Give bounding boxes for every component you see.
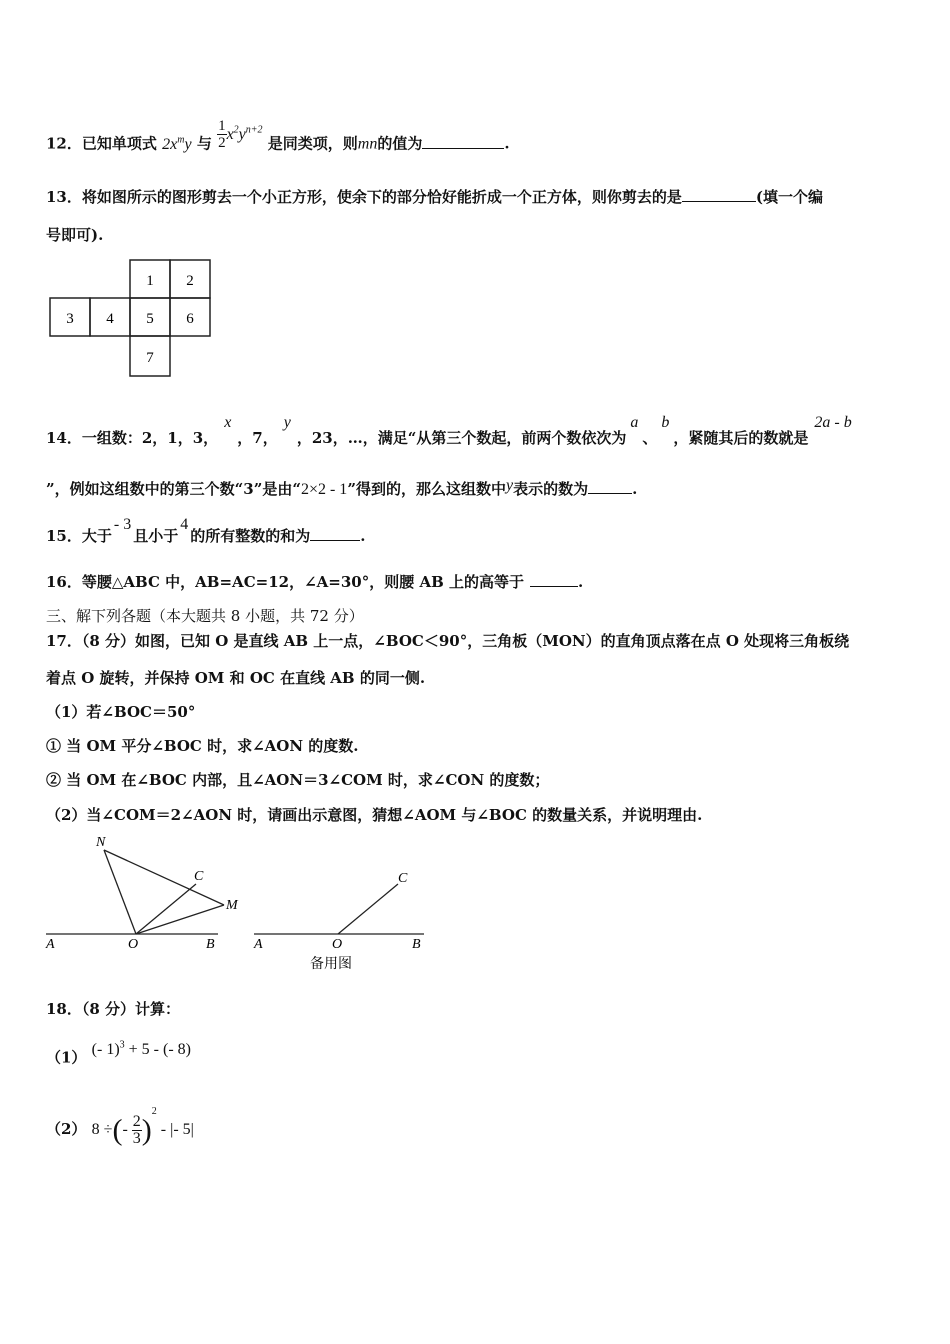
q15-answer-blank[interactable] bbox=[310, 526, 360, 541]
question-17-part2: （2）当∠COM＝2∠AON 时，请画出示意图，猜想∠AOM 与∠BOC 的数量关系，并说明理由. bbox=[46, 806, 703, 824]
q14-answer-blank[interactable] bbox=[588, 479, 632, 494]
q16-answer-blank[interactable] bbox=[530, 572, 578, 587]
fig2-caption: 备用图 bbox=[310, 956, 352, 972]
q12-text-mid: 与 bbox=[196, 134, 212, 153]
question-17-part1a: ① 当 OM 平分∠BOC 时，求∠AON 的度数. bbox=[46, 737, 359, 755]
q12-fraction: $\frac{1}{2}$ bbox=[218, 118, 226, 151]
question-18-title: 18．（8 分）计算： bbox=[46, 1000, 181, 1018]
question-17-part1: （1）若∠BOC＝50° bbox=[46, 703, 196, 721]
q12-text-post2: 的值为 bbox=[377, 134, 423, 153]
q18-p1-expression: (- 1)$^3$ + 5 - (- 8) bbox=[91, 1040, 191, 1059]
q15-upper: 4 bbox=[180, 516, 189, 533]
question-16: 16．等腰△ABC 中，AB=AC=12，∠A=30°，则腰 AB 上的高等于 . bbox=[46, 573, 584, 591]
question-17-line2: 着点 O 旋转，并保持 OM 和 OC 在直线 AB 的同一侧. bbox=[46, 669, 426, 687]
q17-figures bbox=[40, 830, 440, 980]
question-15: 15．大于- 3且小于4的所有整数的和为 . bbox=[46, 516, 366, 545]
question-12: 12．已知单项式 $2x^my$ 与 $\frac{1}{2}$ $x^2y^{n+2}$ 是同类项，则mn的值为 . bbox=[46, 118, 510, 153]
q14-y: y bbox=[283, 414, 291, 431]
fig2-label-A: A bbox=[254, 937, 263, 952]
question-17-line1: 17．（8 分）如图，已知 O 是直线 AB 上一点，∠BOC＜90°，三角板（MON）的直角顶点落在点 O 处现将三角板绕 bbox=[46, 632, 850, 650]
net-cell-1: 1 bbox=[146, 273, 154, 289]
fig1-label-A: A bbox=[46, 937, 55, 952]
q14-calc: 2×2 - 1 bbox=[300, 481, 348, 498]
q15-lower: - 3 bbox=[113, 516, 132, 533]
q13-answer-blank[interactable] bbox=[682, 187, 756, 202]
q12-text-post: 是同类项，则 bbox=[267, 134, 358, 153]
question-14-line1: 14．一组数：2，1，3，x，7，y，23，…，满足“从第三个数起，前两个数依次为a、b，紧随其后的数就是2a - b bbox=[46, 414, 852, 447]
q12-number: 12． bbox=[46, 134, 82, 153]
q14-expression: 2a - b bbox=[814, 414, 852, 431]
q14-x: x bbox=[224, 414, 232, 431]
fig1-label-O: O bbox=[128, 937, 139, 952]
q12-term1: $2x^my$ bbox=[162, 134, 192, 153]
question-13-line1: 13．将如图所示的图形剪去一个小正方形，使余下的部分恰好能折成一个正方体，则你剪去的是 (填一个编 bbox=[46, 188, 823, 206]
q14-a: a bbox=[630, 414, 639, 431]
net-cell-2: 2 bbox=[186, 273, 194, 289]
net-cell-6: 6 bbox=[186, 311, 194, 327]
question-18-part2: （2） 8 ÷(- $\frac{2}{3}$ )$^2$ - |- 5| bbox=[46, 1105, 194, 1147]
q12-answer-blank[interactable] bbox=[422, 134, 504, 149]
q18-p2-fraction: $\frac{2}{3}$ bbox=[132, 1113, 141, 1147]
fig1-label-M: M bbox=[226, 898, 238, 913]
q12-mn: mn bbox=[357, 135, 378, 153]
q18-p2-expression: 8 ÷(- $\frac{2}{3}$ )$^2$ - |- 5| bbox=[91, 1105, 194, 1147]
q12-term2: $x^2y^{n+2}$ bbox=[226, 124, 263, 143]
net-cell-3: 3 bbox=[66, 311, 74, 327]
net-cell-7: 7 bbox=[146, 350, 154, 366]
net-cell-4: 4 bbox=[106, 311, 114, 327]
q14-b: b bbox=[661, 414, 670, 431]
fig2-label-B: B bbox=[412, 937, 421, 952]
net-cell-5: 5 bbox=[146, 311, 154, 327]
q12-text-pre: 已知单项式 bbox=[81, 134, 157, 153]
section-title: 三、解下列各题（本大题共 8 小题，共 72 分） bbox=[46, 607, 364, 625]
q13-cube-net-figure bbox=[46, 258, 216, 384]
question-18-part1: （1） (- 1)$^3$ + 5 - (- 8) bbox=[46, 1040, 191, 1067]
fig1-label-B: B bbox=[206, 937, 215, 952]
question-13-line2: 号即可). bbox=[46, 226, 104, 244]
question-17-part1b: ② 当 OM 在∠BOC 内部，且∠AON＝3∠COM 时，求∠CON 的度数； bbox=[46, 771, 550, 789]
fig2-label-C: C bbox=[398, 871, 408, 886]
fig1-label-C: C bbox=[194, 869, 204, 884]
question-14-line2: ”，例如这组数中的第三个数“3”是由“2×2 - 1”得到的，那么这组数中y表示的数为 . bbox=[46, 477, 638, 498]
fig2-label-O: O bbox=[332, 937, 343, 952]
fig1-label-N: N bbox=[96, 835, 106, 850]
